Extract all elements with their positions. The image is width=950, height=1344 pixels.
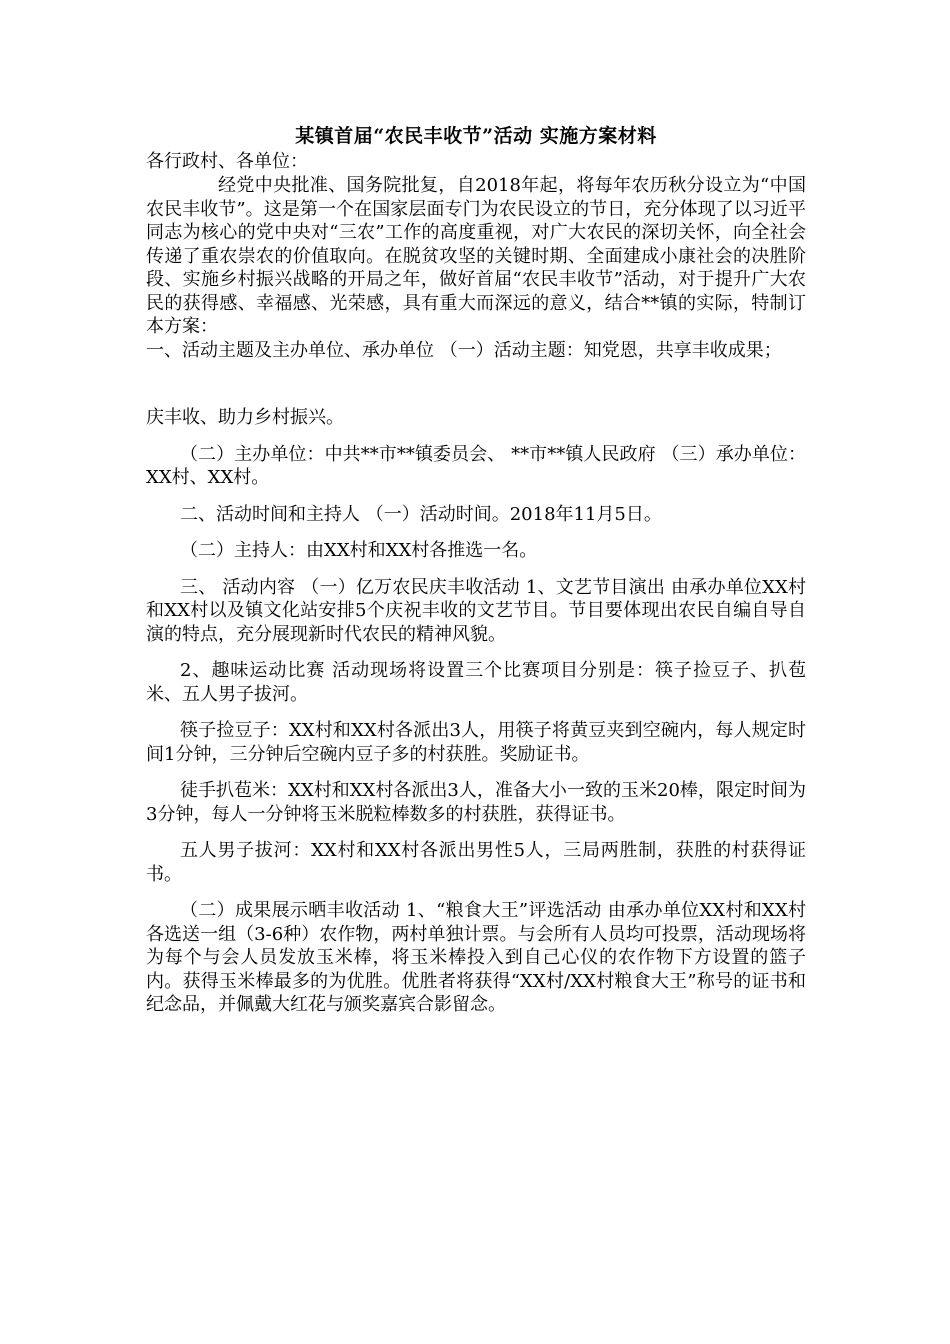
paragraph-chopsticks: 筷子捡豆子：XX村和XX村各派出3人，用筷子将黄豆夹到空碗内，每人规定时间1分钟，三分钟后空碗内豆子多的村获胜。奖励证书。 xyxy=(146,720,806,765)
paragraph-harvest-show: （二）成果展示晒丰收活动 1、“粮食大王”评选活动 由承办单位XX村和XX村各选送一组（3-6种）农作物，两村单独计票。与会所有人员均可投票，活动现场将为每个与会人员发放玉米棒，将玉米棒投入到自己心仪的农作物下方设置的篮子内。获得玉米棒最多的为优胜。优胜者将获得“XX村/XX村粮食大王”称号的证书和纪念品，并佩戴大红花与颁奖嘉宾合影留念。 xyxy=(146,900,806,1015)
paragraph-section-1: 一、活动主题及主办单位、承办单位 （一）活动主题：知党恩，共享丰收成果； xyxy=(146,339,782,361)
paragraph-organizers: （二）主办单位：中共**市**镇委员会、 **市**镇人民政府 （三）承办单位：XX村、XX村。 xyxy=(146,443,806,488)
paragraph-corn: 徒手扒苞米：XX村和XX村各派出3人，准备大小一致的玉米20棒，限定时间为3分钟，每人一分钟将玉米脱粒棒数多的村获胜，获得证书。 xyxy=(146,780,806,825)
paragraph-section-2: 二、活动时间和主持人 （一）活动时间。2018年11月5日。 xyxy=(180,503,662,525)
paragraph-sports: 2、趣味运动比赛 活动现场将设置三个比赛项目分别是：筷子捡豆子、扒苞米、五人男子拔河。 xyxy=(146,660,806,705)
document-title: 某镇首届“农民丰收节”活动 实施方案材料 xyxy=(295,125,657,147)
paragraph-host: （二）主持人：由XX村和XX村各推选一名。 xyxy=(180,540,538,561)
paragraph-intro: 经党中央批准、国务院批复，自2018年起，将每年农历秋分设立为“中国农民丰收节”。这是第一个在国家层面专门为农民设立的节日，充分体现了以习近平同志为核心的党中央对“三农”工作的高度重视，对广大农民的深切关怀，向全社会传递了重农崇农的价值取向。在脱贫攻坚的关键时期、全面建成小康社会的决胜阶段、实施乡村振兴战略的开局之年，做好首届“农民丰收节”活动，对于提升广大农民的获得感、幸福感、光荣感，具有重大而深远的意义，结合**镇的实际，特制订本方案： xyxy=(146,175,806,337)
paragraph-theme-cont: 庆丰收、助力乡村振兴。 xyxy=(146,407,344,428)
document-page xyxy=(146,122,806,1017)
paragraph-tug-of-war: 五人男子拔河：XX村和XX村各派出男性5人，三局两胜制，获胜的村获得证书。 xyxy=(146,840,806,885)
salutation: 各行政村、各单位： xyxy=(146,151,308,172)
paragraph-section-3: 三、 活动内容 （一）亿万农民庆丰收活动 1、文艺节目演出 由承办单位XX村和XX村以及镇文化站安排5个庆祝丰收的文艺节目。节目要体现出农民自编自导自演的特点，充分展现新时代农民的精神风貌。 xyxy=(146,576,806,645)
